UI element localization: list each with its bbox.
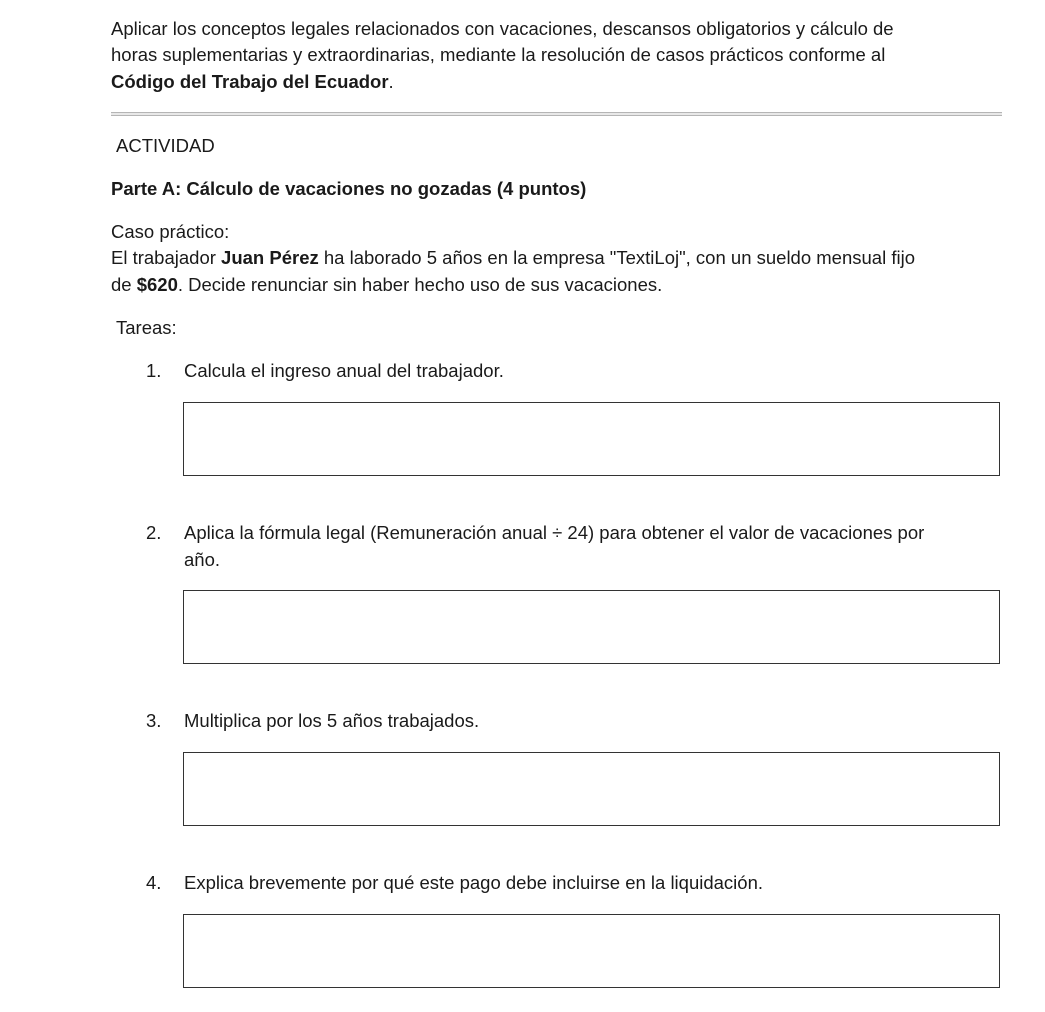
objective-line-3 <box>111 69 394 95</box>
case-text: ha laborado 5 años en la empresa "TextiLoj", con un sueldo mensual fijo <box>318 247 915 268</box>
case-text: El trabajador <box>111 247 222 268</box>
task-number: 1. <box>146 360 162 381</box>
answer-box-1[interactable] <box>183 402 1000 476</box>
answer-box-3[interactable] <box>183 752 1000 826</box>
objective-line-1: Aplicar los conceptos legales relacionados con vacaciones, descansos obligatorios y cálculo de <box>111 18 894 39</box>
objective-period: . <box>388 71 394 92</box>
case-line-2 <box>111 272 662 298</box>
answer-box-4[interactable] <box>183 914 1000 988</box>
code-reference: Código del Trabajo del Ecuador <box>111 71 389 92</box>
task-text: Explica brevemente por qué este pago debe incluirse en la liquidación. <box>184 872 764 893</box>
task-number: 3. <box>146 710 162 731</box>
task-text: Calcula el ingreso anual del trabajador. <box>184 360 504 381</box>
salary-amount: $620 <box>136 274 178 295</box>
part-a-heading: Parte A: Cálculo de vacaciones no gozadas (4 puntos) <box>111 178 587 199</box>
case-text: . Decide renunciar sin haber hecho uso de sus vacaciones. <box>177 274 663 295</box>
task-text-continued: año. <box>184 549 221 570</box>
task-text: Multiplica por los 5 años trabajados. <box>184 710 480 731</box>
case-heading: Caso práctico: <box>111 221 230 242</box>
task-number: 2. <box>146 522 162 543</box>
case-text: de <box>111 274 137 295</box>
task-text: Aplica la fórmula legal (Remuneración anual ÷ 24) para obtener el valor de vacaciones por <box>184 522 925 543</box>
activity-heading: ACTIVIDAD <box>116 135 215 156</box>
tasks-heading: Tareas: <box>116 317 177 338</box>
section-divider <box>111 112 1002 116</box>
task-number: 4. <box>146 872 162 893</box>
case-line-1 <box>111 245 915 271</box>
worker-name: Juan Pérez <box>221 247 319 268</box>
objective-line-2: horas suplementarias y extraordinarias, mediante la resolución de casos prácticos conforme al <box>111 44 886 65</box>
answer-box-2[interactable] <box>183 590 1000 664</box>
